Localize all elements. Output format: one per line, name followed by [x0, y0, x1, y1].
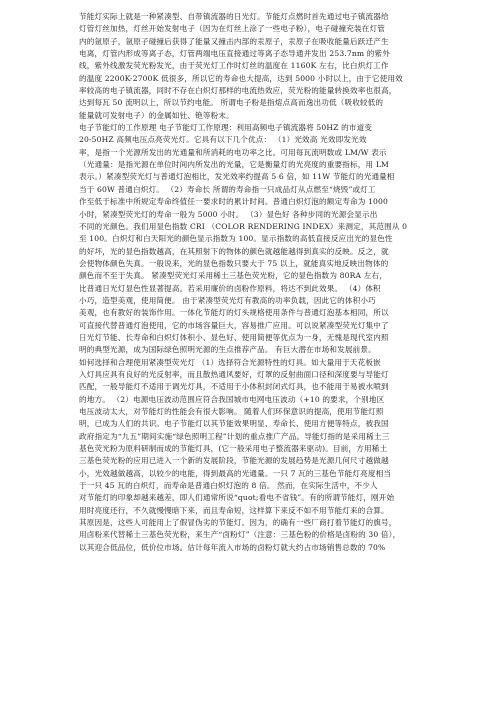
text-line: 其原因是，这些人可能用上了假冒伪劣的节能灯。因为，的确有一些厂商打着节能灯的旗号， [79, 518, 397, 528]
text-line: 明的典型光源，成为国际绿色照明光源的生点推荐产品。 有巨大潜在市场和发展前景。 [79, 345, 376, 355]
text-line: 至 100。白炽灯和白天阳光的颜色显示指数为 100。显示指数的高低直接反应出光的显色性 [79, 234, 393, 244]
text-line: 小，光效越做越高，以较少的电能，得到最高的光通量。一只 7 瓦的三基色节能灯亮度相当 [79, 468, 392, 478]
text-line: 用时亮度还行，不久就慢慢暗下来，而且寿命短，这样算下来反不如不用节能灯来的合算。 [79, 505, 389, 515]
text-line: 可直接代替普通灯泡使用，它的市场容量巨大，容易推广应用。可以说紧凑型荧光灯集中了 [79, 320, 389, 330]
text-line: 对节能灯的印象却越来越差，即人们通常所说“quot;看电不省钱”。有的所谓节能灯，刚开始 [79, 493, 395, 503]
text-line: （光通量：是指光源在单位时间内所发出的光量，它是衡量灯的光亮度的重要指标，用 LM [79, 160, 389, 170]
text-line: 当于 60W 普通白炽灯。 （2）寿命长 所谓的寿命指一只成品灯从点燃至“烧毁”或灯工 [79, 184, 376, 194]
text-line: 的温度 2200K-2700K 低很多，所以它的寿命也大提高，达到 5000 小时以上，由于它使用效 [79, 73, 403, 83]
text-line: 明，已成为人们的共识。电子节能灯以其节能效果明显、寿命长、使用方便等特点，被我国 [79, 419, 389, 429]
text-line: 的好坏，光的显色指数越高，在其照射下的物体的颜色就越能越得到真实的反映。反之，就 [79, 246, 389, 256]
text-line: 三基色荧光粉的应用已进入一个新的发展阶段，节能光源的发展趋势是光源几何尺寸越做越 [79, 456, 389, 466]
text-line: 小巧，造型美观，使用简便。 由于紧凑型荧光灯有教高的功率负载，因此它的体积小巧 [79, 295, 376, 305]
text-line: 政府指定为“九五”期间实施“绿色照明工程”计划的重点推广产品。导能灯指的是采用稀土三 [79, 431, 390, 441]
text-line: 小时，紧凑型荧光灯的寿命一般为 5000 小时。 （3）显色好 各种步同的光源会显示出 [79, 209, 378, 219]
text-line: 用卤粉来代替稀土三基色荧光粉，来生产“卤粉灯”（注意：三基色粉的价格是卤粉的 30 倍）， [79, 530, 401, 540]
text-line: 电子节能灯的工作原理 电子节能灯工作原理：利用高频电子镇流器将 50HZ 的市道变 [79, 123, 373, 133]
text-line: 灯管灯丝加热，灯丝开始发射电子（因为在灯丝上涂了一些电子粉），电子碰撞充装在灯管 [79, 24, 385, 34]
text-line: 比普通日光灯显色性显著提高。若采用廉价的卤粉作原料，将达不到此效果。 （4）体积 [79, 283, 381, 293]
text-line: 表示。）紧凑型荧光灯与普通灯泡相比，发光效率约提高 5 6 倍，如 11W 节能灯的光通量相 [79, 172, 395, 182]
text-line: 电离，灯管内形成等离子态，灯管两端电压直接通过等离子态导通并发出 253.7nm 的紫外 [79, 49, 391, 59]
text-line: 匹配，一般导能灯不适用于调光灯具，不适用于小体积封闭式灯具，也不能用于易被水喷到 [79, 382, 389, 392]
text-line: 日光灯节能、长寿命和白炽灯体积小、显色好、使用简便等优点为一身，无愧是现代室内照 [79, 332, 389, 342]
text-line: 内的氩原子，氩原子碰撞后获得了能量又撞击内部的汞原子，汞原子在吸收能量后跃迁产生 [79, 36, 389, 46]
text-line: 能量就可发射电子）的金属如钍、铯等粉末。 [79, 110, 234, 120]
text-line: 节能灯实际上就是一种紧凑型、自带镇流器的日光灯。节能灯点燃时首先通过电子镇流器给 [79, 12, 389, 21]
text-line: 不同的光颜色。我们用显色指数 CRI （COLOR RENDERING INDEX）来测定，其范围从 0 [79, 221, 408, 231]
text-line: 电压波动太大，对节能灯的性能会有很大影响。 随着人们环保意识的提高，使用节能灯照 [79, 407, 384, 416]
text-line: 会使物体颜色失真。一般说来，光的显色指数只要大于 75 以上，就能真实地反映出物体的 [79, 258, 389, 268]
text-line: 达到每瓦 50 流明以上，所以节约电能。 所谓电子粉是指熔点高而逸出功低（吸收较低的 [79, 98, 384, 108]
text-line: 美观，也有教好的装饰作用。一体化节能灯的灯头规格使用条件与普通灯泡基本相同，所以 [79, 308, 389, 318]
text-line: 线，紫外线激发荧光粉发光，由于荧光灯工作时灯丝的温度在 1160K 左右，比白炽灯工作 [79, 61, 389, 71]
text-line: 颜色而不至于失真。 紧凑型荧光灯采用稀土三基色荧光粉，它的显色指数为 80RA 左右， [79, 271, 387, 281]
text-line: 于一只 45 瓦的白炽灯，而寿命是普通白炽灯泡的 8 倍。 然而，在实际生活中，不少人 [79, 481, 378, 491]
text-line: 率，是指一个光源所发出的光通量和所消耗的电功率之比。可用每瓦流明数或 LM/W 表示 [79, 147, 387, 157]
text-line: 率较高的电子镇流器，同时不存在白炽灯那样的电流热效应，荧光粉的能量转换效率也很高， [79, 86, 397, 96]
text-line: 基色荧光粉为原料研制而成的节能灯具，(它一般采用电子整流器来驱动)。目前，方用稀土 [79, 444, 388, 454]
document-body [79, 11, 481, 554]
text-line: 入灯具应具有良好的光反射率，而且散热通风要好，灯罩的反射曲面口径和深度要与导能灯 [79, 369, 389, 379]
text-line: 作至低于标准中所规定寿命终值任一要求时的累计时间。普通白炽灯泡的额定寿命为 1000 [79, 197, 389, 207]
text-line: 如何选择和合理使用紧凑型荧光灯 （1）选择符合光源特性的灯具。如大量用于天花板嵌 [79, 357, 381, 367]
text-line: 20-50HZ 高频电压点亮荧光灯。它具有以下几个优点： （1）光效高 光效即发光效 [79, 135, 367, 145]
text-line: 的地方。 （2）电源电压波动范围应符合我国城市电网电压波动（+10 的要求，个别地区 [79, 394, 385, 404]
text-line: 以其迎合低品位，低价位市场。估计每年流入市场的卤粉灯就大约占市场销售总数的 70% [79, 542, 386, 552]
